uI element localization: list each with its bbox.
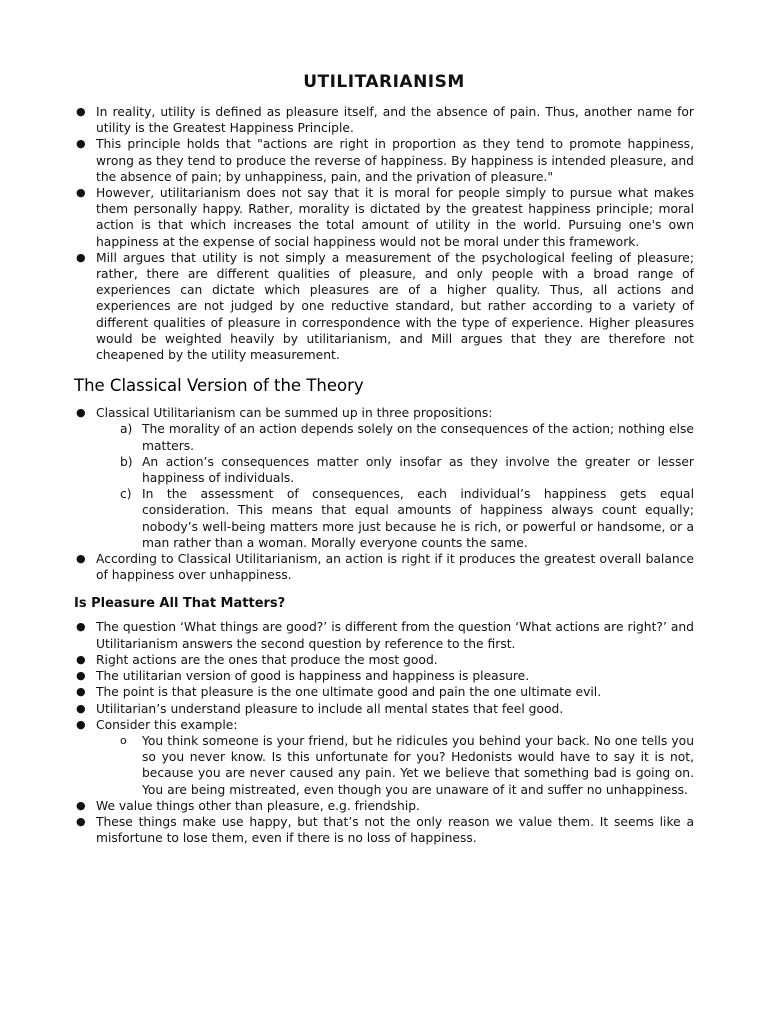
bullet-text: However, utilitarianism does not say that it is moral for people simply to pursue what makes them personally happy. Rather, morality is dictated by the greatest happiness principle; moral action is that which increases the total amount of utility in the world. Pursuing one's own happiness at the expense of social happiness would not be moral under this framework. [96,186,694,249]
proposition-item [120,486,694,551]
example-text: You think someone is your friend, but he ridicules you behind your back. No one tells you so you never know. Is this unfortunate for you? Hedonists would have to say it is not, because you are never caused any pain. Yet we believe that something bad is going on. You are being mistreated, even though you are unaware of it and suffer no unhappiness. [142,733,694,797]
bullet-item [74,684,694,700]
bullet-text: Right actions are the ones that produce the most good. [96,652,438,667]
propositions-list [96,421,694,551]
bullet-icon: ● [76,186,86,200]
bullet-text: This principle holds that "actions are right in proportion as they tend to promote happiness, wrong as they tend to produce the reverse of happiness. By happiness is intended pleasure, and the absence of pain; by unhappiness, pain, and the privation of pleasure." [96,137,694,184]
bullet-icon: ● [76,552,86,566]
example-item [120,733,694,798]
bullet-text: In reality, utility is defined as pleasure itself, and the absence of pain. Thus, another name for utility is the Greatest Happiness Principle. [96,105,694,136]
proposition-label: b) [120,454,133,469]
bullet-text: These things make use happy, but that’s not the only reason we value them. It seems like a misfortune to lose them, even if there is no loss of happiness. [96,814,694,846]
bullet-item [74,136,694,185]
example-list [96,733,694,798]
section-heading-classical: The Classical Version of the Theory [74,376,364,396]
bullet-item [74,405,694,551]
bullet-icon: ● [76,814,86,828]
bullet-item [74,250,694,363]
bullet-icon: ● [76,406,86,420]
bullet-icon: ● [76,137,86,151]
bullet-item [74,814,694,846]
bullet-text: The question ‘What things are good?’ is different from the question ‘What actions are right?’ and Utilitarianism answers the second question by reference to the first. [96,620,694,651]
proposition-text: The morality of an action depends solely on the consequences of the action; nothing else matters. [142,422,694,453]
bullet-text: The point is that pleasure is the one ultimate good and pain the one ultimate evil. [96,685,602,700]
proposition-item [120,421,694,453]
bullet-text: Consider this example: [96,717,238,732]
bullet-item [74,798,694,814]
classical-bullet-list [74,405,694,583]
bullet-item [74,701,694,717]
proposition-text: An action’s consequences matter only insofar as they involve the greater or lesser happiness of individuals. [142,454,694,486]
bullet-item [74,619,694,651]
bullet-icon: ● [76,669,86,683]
bullet-text: Mill argues that utility is not simply a measurement of the psychological feeling of pleasure; rather, there are different qualities of pleasure, and only people with a broad range of experiences can dictate which pleasures are of a higher quality. Thus, all actions and experiences are not judged by one reductive standard, but rather according to a variety of different qualities of pleasure in correspondence with the type of experience. Higher pleasures would be weighted heavily by utilitarianism, and Mill argues that they are therefore not cheapened by the utility measurement. [96,250,694,363]
bullet-item [74,717,694,798]
pleasure-bullet-list [74,619,694,846]
bullet-item [74,551,694,583]
bullet-icon: ● [76,685,86,699]
bullet-icon: ● [76,250,86,264]
bullet-item [74,652,694,668]
bullet-icon: ● [76,701,86,715]
proposition-item [120,454,694,486]
circle-bullet-icon: o [120,733,127,747]
section-heading-pleasure: Is Pleasure All That Matters? [74,596,286,612]
bullet-item [74,185,694,250]
bullet-text: The utilitarian version of good is happiness and happiness is pleasure. [96,669,530,684]
intro-bullet-list [74,104,694,363]
bullet-icon: ● [76,105,86,118]
bullet-item [74,668,694,684]
proposition-text: In the assessment of consequences, each individual’s happiness gets equal consideration. This means that equal amounts of happiness always count equally; nobody’s well-being matters more just because he is rich, or powerful or handsome, or a man rather than a woman. Morally everyone counts the same. [142,487,694,550]
bullet-icon: ● [76,652,86,666]
proposition-label: a) [120,422,133,437]
bullet-text: Classical Utilitarianism can be summed up in three propositions: [96,406,493,421]
proposition-label: c) [120,487,132,502]
bullet-icon: ● [76,620,86,634]
bullet-item [74,104,694,136]
bullet-text: We value things other than pleasure, e.g. friendship. [96,798,420,813]
page-title: UTILITARIANISM [303,72,465,92]
bullet-icon: ● [76,717,86,731]
bullet-icon: ● [76,798,86,812]
bullet-text: According to Classical Utilitarianism, an action is right if it produces the greatest overall balance of happiness over unhappiness. [96,552,694,583]
bullet-text: Utilitarian’s understand pleasure to include all mental states that feel good. [96,701,564,716]
